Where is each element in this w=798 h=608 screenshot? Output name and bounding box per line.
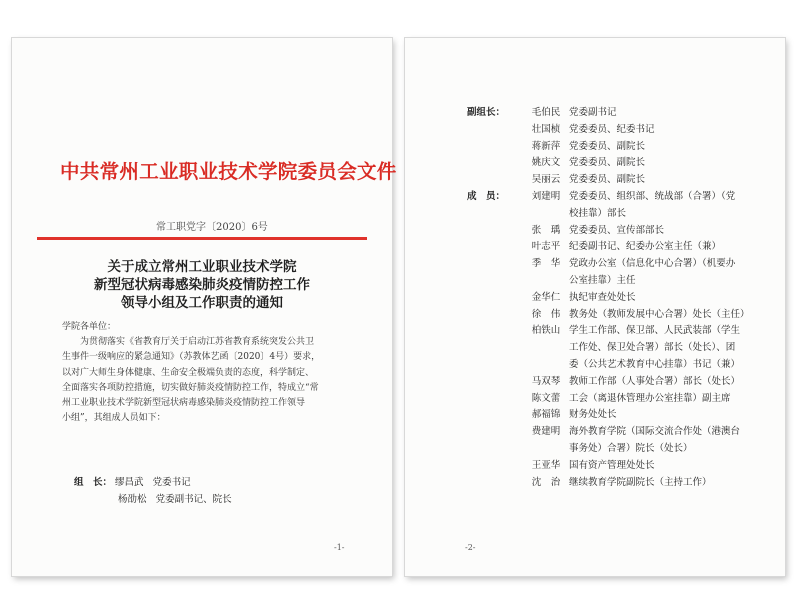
member-name: 毛伯民 (531, 107, 561, 118)
page-number: -2- (465, 543, 476, 552)
document-number: 常工职党字〔2020〕6号 (156, 222, 268, 233)
title-line: 新型冠状病毒感染肺炎疫情防控工作 (94, 277, 310, 293)
leader-name: 杨劭松 (118, 494, 147, 505)
member-name: 季 华 (531, 258, 561, 270)
member-duty: 国有资产管理处处长 (569, 459, 655, 471)
member-name: 姚庆文 (531, 157, 561, 169)
member-name: 叶志平 (531, 241, 561, 253)
title-line: 领导小组及工作职责的通知 (121, 295, 283, 311)
member-duty: 纪委副书记、纪委办公室主任（兼） (569, 241, 722, 253)
member-duty: 海外教育学院（国际交流合作处（港澳台 (569, 426, 741, 438)
member-name: 壮国桢 (531, 123, 561, 135)
member-duty: 党政办公室（信息化中心合署）（机要办 (569, 258, 736, 270)
member-duty: 党委副书记 (569, 107, 617, 118)
body-line: 以对广大师生身体健康、生命安全极端负责的态度，科学制定、 (62, 367, 315, 378)
leader-row (118, 491, 232, 505)
body-line: 全面落实各项防控措施，切实做好肺炎疫情防控工作，特成立“常 (62, 382, 319, 393)
member-name: 刘建明 (531, 191, 561, 202)
member-duty: 党委委员、副院长 (569, 140, 646, 152)
notice-title (52, 258, 352, 312)
member-duty: 教务处（教师发展中心合署）处长（主任） (569, 308, 750, 320)
member-name: 费建明 (531, 426, 561, 438)
member-duty: 委（公共艺术教育中心挂靠）书记（兼） (569, 358, 741, 370)
member-duty: 党委委员、纪委书记 (569, 123, 655, 135)
member-name: 沈 治 (531, 476, 561, 488)
member-duty: 事务处）合署）院长（处长） (569, 442, 693, 454)
member-name: 蒋新萍 (531, 140, 561, 152)
member-duty: 党委委员、副院长 (569, 157, 646, 169)
member-duty: 校挂靠）部长 (569, 207, 627, 219)
member-name: 柏铁山 (531, 325, 561, 337)
notice-body (62, 320, 367, 426)
member-duty: 公室挂靠）主任 (569, 274, 636, 286)
member-name: 吴丽云 (531, 174, 561, 186)
member-name: 陈文蕾 (531, 392, 561, 404)
member-duty: 财务处处长 (569, 409, 617, 421)
member-duty: 党委委员、副院长 (569, 174, 646, 186)
member-role: 副组长： (467, 107, 506, 118)
member-duty: 执纪审查处处长 (569, 291, 636, 303)
leader-role: 组 长： (74, 477, 113, 488)
member-duty: 学生工作部、保卫部、人民武装部（学生 (569, 325, 741, 337)
member-duty: 党委委员、宣传部部长 (569, 224, 665, 236)
body-line: 州工业职业技术学院新型冠状病毒感染肺炎疫情防控工作领导 (62, 398, 306, 409)
leader-title: 党委副书记、院长 (155, 494, 232, 505)
document-header: 中共常州工业职业技术学院委员会文件 (60, 160, 397, 183)
member-duty: 工会（离退休管理办公室挂靠）副主席 (569, 392, 731, 404)
leader-row (74, 474, 191, 488)
body-line: 为贯彻落实《省教育厅关于启动江苏省教育系统突发公共卫 (80, 337, 315, 348)
member-duty: 党委委员、组织部、统战部（合署）（党 (569, 191, 736, 202)
member-duty: 工作处、保卫处合署）部长（处长）、团 (569, 342, 736, 354)
salutation: 学院各单位： (62, 322, 117, 332)
leader-name: 缪昌武 (115, 477, 144, 488)
body-line: 生事件一级响应的紧急通知》（苏教体艺函〔2020〕4号）要求， (62, 352, 321, 363)
member-name: 徐 伟 (531, 308, 561, 320)
title-line: 关于成立常州工业职业技术学院 (107, 259, 297, 275)
body-line: 小组”，其组成人员如下： (62, 413, 166, 424)
member-duty: 教师工作部（人事处合署）部长（处长） (569, 375, 741, 387)
document-page-1 (12, 38, 397, 576)
member-name: 金华仁 (531, 291, 561, 303)
document-page-2 (405, 38, 785, 576)
member-name: 郝福锦 (531, 409, 561, 421)
member-name: 王亚华 (531, 459, 561, 471)
member-duty: 继续教育学院副院长（主持工作） (569, 476, 712, 488)
page-number: -1- (334, 543, 345, 552)
member-name: 马双琴 (531, 375, 561, 387)
member-role: 成 员： (467, 191, 506, 202)
member-name: 张 瑀 (531, 224, 561, 236)
red-divider-line (37, 237, 367, 240)
leader-title: 党委书记 (152, 477, 191, 488)
